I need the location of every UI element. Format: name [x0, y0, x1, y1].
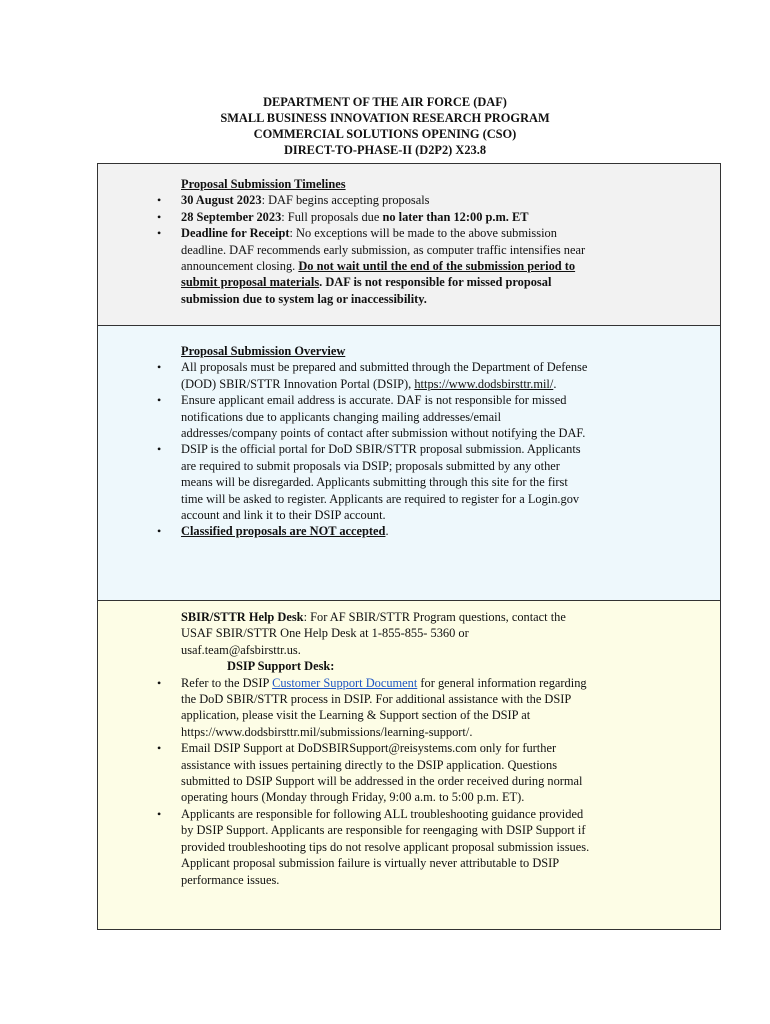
heading-line-1: DEPARTMENT OF THE AIR FORCE (DAF) [263, 95, 507, 109]
helpdesk-intro [181, 609, 591, 658]
timelines-title: Proposal Submission Timelines [181, 177, 346, 191]
list-item [157, 225, 591, 307]
item-text: DSIP is the official portal for DoD SBIR/STTR proposal submission. Applicants are required to submit proposals via DSIP; proposals submitted by any other means will be disregarded. Applicants submitting through this site for the first time will be asked to register. Applicants are required to register for a Login.gov account and link it to their DSIP account. [181, 442, 581, 523]
heading-line-4: DIRECT-TO-PHASE-II (D2P2) X23.8 [283, 143, 487, 157]
bullet-icon: • [157, 209, 162, 224]
overview-list [157, 359, 591, 539]
bullet-icon: • [157, 524, 162, 539]
overview-title: Proposal Submission Overview [181, 344, 346, 358]
heading-line-3: COMMERCIAL SOLUTIONS OPENING (CSO) [253, 127, 517, 141]
bullet-icon: • [157, 741, 162, 756]
bullet-icon: • [157, 360, 162, 375]
item-date: 28 September 2023 [181, 209, 282, 224]
item-label: Deadline for Receipt [181, 226, 290, 241]
item-text: Applicants are responsible for following ALL troubleshooting guidance provided by DSIP Support. Applicants are responsible for reengaging with DSIP Support if provided troubleshooting tips do not resolve applicant proposal submission issues. Applicant proposal submission failure is virtually never attributable to DSIP performance issues. [181, 806, 590, 887]
item-text: Ensure applicant email address is accurate. DAF is not responsible for missed notifications due to applicants changing mailing addresses/email addresses/company points of contact after submission without notifying the DAF. [181, 393, 586, 441]
helpdesk-content [157, 609, 591, 888]
item-text: Email DSIP Support at DoDSBIRSupport@reisystems.com only for further assistance with issues pertaining directly to the DSIP application. Questions submitted to DSIP Support will be addressed in the order received during normal operating hours (Monday through Friday, 9:00 a.m. to 5:00 p.m. ET). [181, 741, 583, 805]
list-item [157, 209, 591, 225]
helpdesk-text: : For AF SBIR/STTR Program questions, contact the USAF SBIR/STTR One Help Desk at 1-855-855- 5360 or usaf.team@afsbirsttr.us. [181, 610, 566, 657]
item-text: for general information regarding the DoD SBIR/STTR process in DSIP. For additional assistance with the DSIP application, please visit the Learning & Support section of the DSIP at https://www.dodsbirsttr.mil/submissions/learning-support/. [181, 675, 587, 739]
list-item [157, 359, 591, 392]
bullet-icon: • [157, 442, 162, 457]
helpdesk-box [97, 600, 721, 930]
classified-notice: Classified proposals are NOT accepted [181, 524, 386, 539]
item-deadline: no later than 12:00 p.m. ET [382, 209, 529, 224]
list-item [157, 392, 591, 441]
overview-box [97, 325, 721, 601]
item-text: Refer to the DSIP [181, 675, 273, 690]
bullet-icon: • [157, 675, 162, 690]
helpdesk-title: SBIR/STTR Help Desk [181, 610, 304, 624]
document-heading [0, 94, 770, 158]
list-item [157, 675, 591, 741]
overview-content [157, 343, 591, 540]
timelines-box [97, 163, 721, 326]
list-item [157, 192, 591, 208]
bullet-icon: • [157, 393, 162, 408]
bullet-icon: • [157, 193, 162, 208]
dsip-url-link[interactable]: https://www.dodsbirsttr.mil/ [414, 376, 554, 391]
dsip-support-title: DSIP Support Desk: [227, 659, 335, 674]
item-date: 30 August 2023 [181, 193, 262, 208]
timelines-content [157, 176, 591, 307]
item-text: . [385, 524, 389, 539]
item-disclaimer: . DAF is not responsible for missed proposal submission due to system lag or inaccessibility. [181, 275, 552, 306]
bullet-icon: • [157, 226, 162, 241]
item-text: All proposals must be prepared and submitted through the Department of Defense (DOD) SBIR/STTR Innovation Portal (DSIP), [181, 360, 588, 391]
heading-line-2: SMALL BUSINESS INNOVATION RESEARCH PROGRAM [220, 111, 550, 125]
list-item [157, 740, 591, 806]
item-warning: Do not wait until the end of the submission period to submit proposal materials [181, 259, 576, 290]
list-item [157, 523, 591, 539]
helpdesk-list [157, 675, 591, 888]
item-text: : DAF begins accepting proposals [261, 193, 430, 208]
item-text: : No exceptions will be made to the above submission deadline. DAF recommends early submission, as computer traffic intensifies near announcement closing. [181, 226, 586, 274]
list-item [157, 806, 591, 888]
item-text: : Full proposals due [281, 209, 383, 224]
list-item [157, 441, 591, 523]
bullet-icon: • [157, 806, 162, 821]
customer-support-document-link[interactable]: Customer Support Document [272, 675, 418, 690]
item-text: . [553, 376, 557, 391]
timelines-list [157, 192, 591, 307]
